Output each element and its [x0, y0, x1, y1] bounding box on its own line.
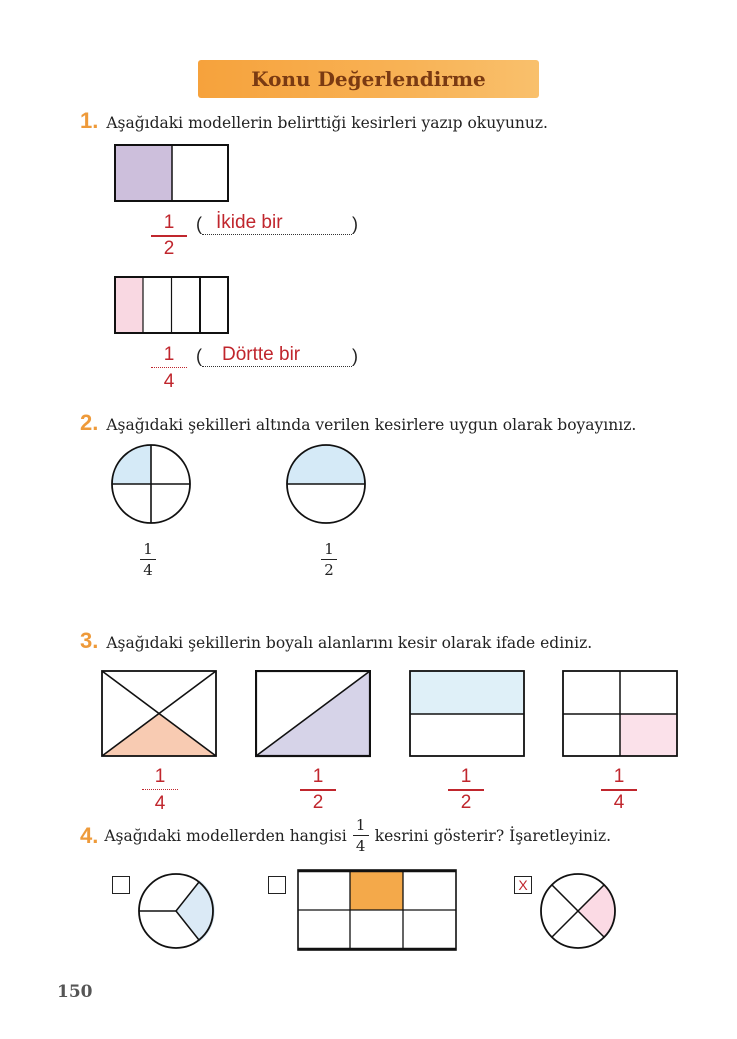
answer-line[interactable] [202, 344, 352, 367]
fraction: 1 2 [151, 212, 187, 260]
rect-quarters-model [562, 670, 678, 758]
question-number: 1. [80, 108, 99, 133]
q3-answer-2: 1 2 [300, 766, 336, 814]
question-3-prompt [80, 628, 592, 654]
x-mark-icon: X [518, 877, 528, 893]
question-4-prompt [80, 816, 611, 855]
option-2-checkbox[interactable] [268, 876, 286, 894]
rect-diagonals-model [101, 670, 217, 758]
answer-blank-2: ( Dörtte bir ) [196, 344, 358, 366]
rect-one-diagonal-model [255, 670, 371, 758]
question-text-after: kesrini gösterir? İşaretleyiniz. [374, 826, 612, 845]
inline-fraction: $\frac{1}{4}$ [353, 816, 369, 855]
fraction-label-1-2: 1 2 [321, 540, 337, 579]
answer-row-1 [151, 212, 187, 260]
question-2-prompt [80, 410, 636, 436]
question-text: Aşağıdaki şekillerin boyalı alanlarını kesir olarak ifade ediniz. [106, 634, 593, 652]
answer-line[interactable] [202, 212, 352, 235]
option-3-checkbox[interactable] [514, 876, 532, 894]
question-text: Aşağıdaki şekilleri altında verilen kesirlere uygun olarak boyayınız. [106, 416, 637, 434]
option-1-checkbox[interactable] [112, 876, 130, 894]
page-number: 150 [57, 982, 93, 1002]
section-title: Konu Değerlendirme [251, 67, 486, 91]
question-text-before: Aşağıdaki modellerden hangisi [104, 826, 347, 845]
fraction-model-halves [114, 144, 230, 203]
circle-thirds-model [137, 872, 215, 950]
fraction-model-quarters [114, 276, 230, 335]
question-1-prompt [80, 108, 548, 134]
fraction-label-1-4: 1 4 [140, 540, 156, 579]
section-title-banner [198, 60, 539, 98]
answer-blank-1: ( İkide bir ) [196, 212, 358, 234]
answer-row-2 [151, 344, 187, 393]
handwritten-answer: Dörtte bir [222, 344, 301, 365]
question-number: 3. [80, 628, 99, 653]
question-number: 2. [80, 410, 99, 435]
circle-quarters-x-model [539, 872, 617, 950]
q3-answer-3: 1 2 [448, 766, 484, 814]
fraction: 1 4 [151, 344, 187, 393]
q3-answer-4: 1 4 [601, 766, 637, 814]
question-text: Aşağıdaki modellerin belirttiği kesirleri yazıp okuyunuz. [106, 114, 548, 132]
grid-2x3-model [297, 869, 457, 951]
q3-answer-1: 1 4 [142, 766, 178, 815]
circle-halves-model [284, 443, 368, 525]
question-number: 4. [80, 822, 99, 848]
circle-quarters-model [109, 443, 193, 525]
handwritten-answer: İkide bir [216, 212, 283, 233]
rect-horizontal-halves-model [409, 670, 525, 758]
